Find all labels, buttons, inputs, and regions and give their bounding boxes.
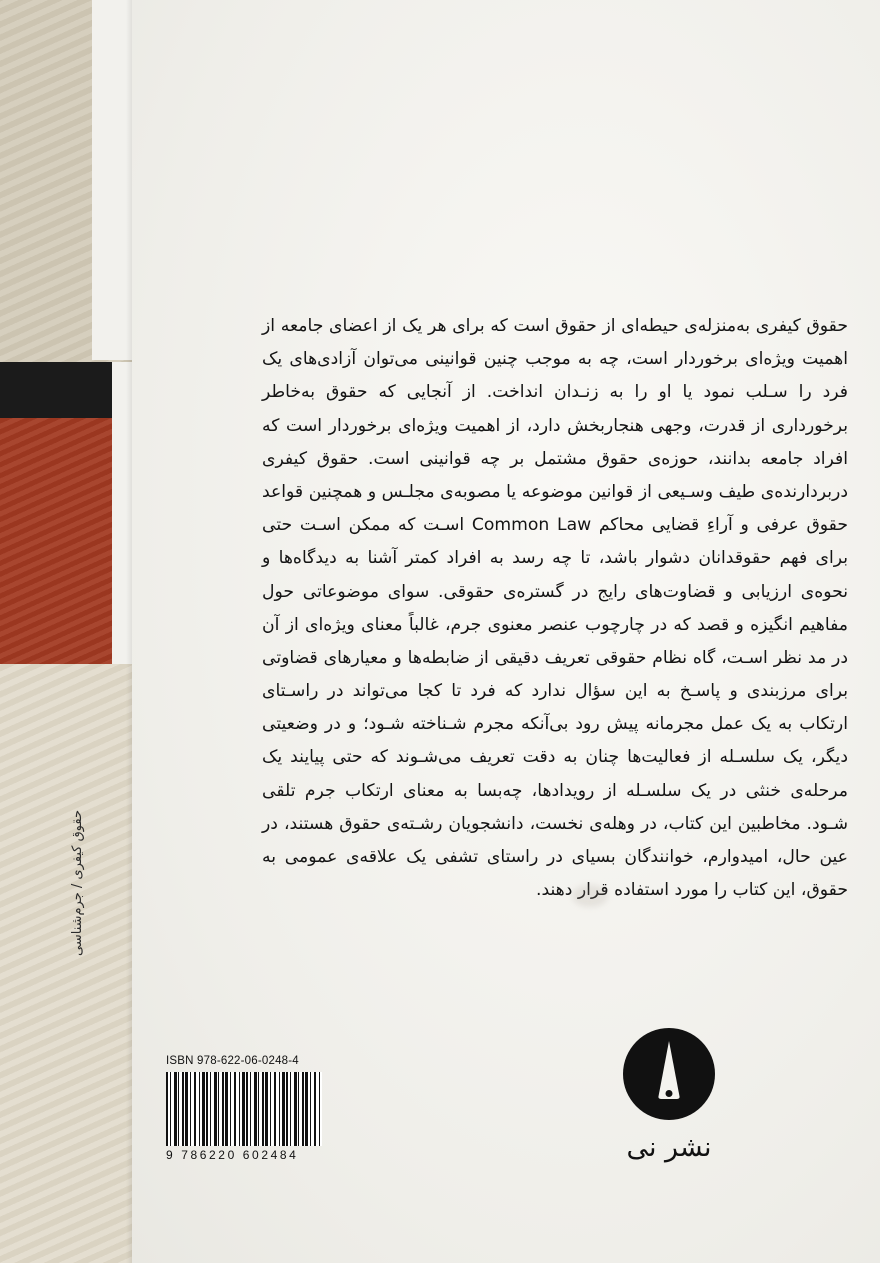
spine-panel	[0, 0, 132, 1263]
isbn-label: ISBN 978-622-06-0248-4	[166, 1055, 299, 1067]
isbn-block	[166, 1055, 326, 1162]
barcode-image	[166, 1072, 322, 1146]
paper-smudge	[572, 885, 608, 907]
barcode-digits: 9 786220 602484	[166, 1148, 299, 1162]
publisher-block	[584, 1028, 754, 1163]
spine-black-block	[0, 362, 112, 418]
back-cover-blurb	[262, 310, 848, 907]
pen-nib-icon	[623, 1028, 715, 1120]
blurb-paragraph: حقوق کیفری به‌منزله‌ی حیطه‌ای از حقوق است که برای هر یک از اعضای جامعه از اهمیت ویژه‌ای برخوردار است، چه به موجب چنین قوانینی می‌توان آزادی‌های یک فرد را سـلب نمود یا او را به زنـدان انداخت. از آنجایی که حقوق به‌خاطر برخورداری از قدرت، وجهی هنجاربخش دارد، از اهمیت ویژه‌ای برخوردار است که افراد جامعه بدانند، حوزه‌ی حقوق مشتمل بر چه قوانینی است. حقوق کیفری دربردارنده‌ی طیف وسـیعی از قوانین موضوعه یا مصوبه‌ی مجلـس و همچنین قواعد حقوق عرفی و آراءِ قضایی محاکم Common Law اسـت که ممکن اسـت حتی برای فهم حقوقدانان دشوار باشد، تا چه رسد به افراد کمتر آشنا به دیدگاه‌ها و نحوه‌ی ارزیابی و قضاوت‌های رایج در گستره‌ی حقوقی. سوای موضوعاتی حول مفاهیم انگیزه و قصد که در چارچوب عنصر معنوی جرم، غالباً معنای ویژه‌ای از آن در مد نظر اسـت، گاه نظام حقوقی تعریف دقیقی از ضابطه‌ها و معیارهای قضاوتی برای مرزبندی و پاسـخ به این سؤال ندارد که فرد تا کجا می‌تواند در راسـتای ارتکاب به یک عمل مجرمانه پیش رود بی‌آنکه مجرم شـناخته شـود؛ و در وضعیتی دیگر، یک سلسـله از فعالیت‌ها چنان به دقت تعریف می‌شـوند که حتی پیایند یک مرحله‌ی خنثی در یک سلسـله از رویدادها، چه‌بسا به معنای ارتکاب جرم تلقی شـود. مخاطبین این کتاب، در وهله‌ی نخست، دانشجویان رشـته‌ی حقوق هستند، در عین حال، امیدوارم، خوانندگان بسیای در راستای تشفی یک علاقه‌ی عمومی به حقوق، این کتاب را مورد استفاده قرار دهند.	[262, 316, 848, 901]
pen-nib-dot	[666, 1090, 673, 1097]
spine-title-text: حقوق کیفری / جرم‌شناسی	[70, 810, 85, 956]
publisher-name: نشر نی	[626, 1132, 712, 1163]
spine-lower-block	[0, 664, 132, 1263]
cover-face	[132, 0, 880, 1263]
spine-red-block	[0, 418, 112, 664]
